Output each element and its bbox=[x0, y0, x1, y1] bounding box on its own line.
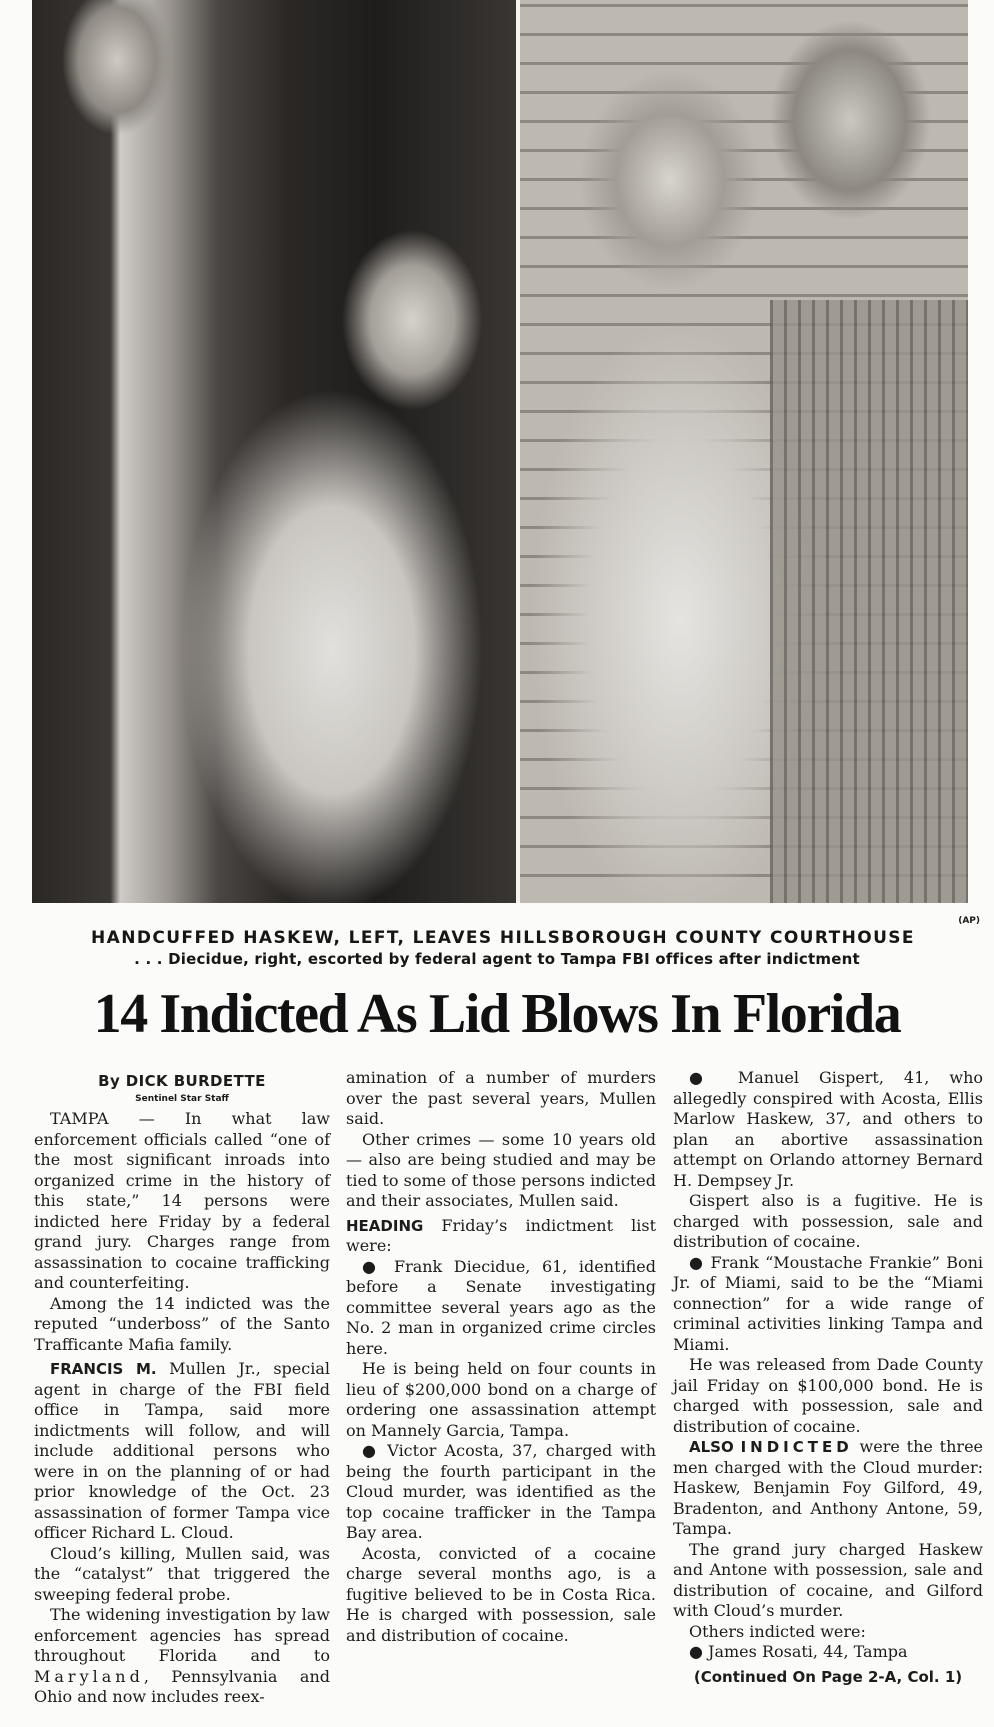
paragraph: ● Victor Acosta, 37, charged with being the fourth participant in the Cloud murder, was identified as the top cocaine trafficker in the Tampa Bay area. bbox=[346, 1441, 656, 1542]
photo-haskew-leaving-courthouse bbox=[32, 0, 522, 903]
paragraph-spaced-lead-in: INDICTED bbox=[740, 1438, 853, 1456]
paragraph: ● Manuel Gispert, 41, who allegedly conspired with Acosta, Ellis Marlow Haskew, 37, and others to plan an abortive assassination attempt on Orlando attorney Bernard H. Dempsey Jr. bbox=[673, 1068, 983, 1190]
paragraph: He is being held on four counts in lieu of $200,000 bond on a charge of ordering one assassination attempt on Mannely Garcia, Tampa. bbox=[346, 1359, 656, 1440]
photo-credit: (AP) bbox=[958, 916, 980, 926]
article-column-1 bbox=[34, 1068, 330, 1708]
paragraph-text: The widening investigation by law enforcement agencies has spread throughout Florida and to bbox=[34, 1605, 330, 1665]
paragraph-text: Friday’s indictment list were: bbox=[346, 1215, 656, 1255]
photo-caption-line-1: HANDCUFFED HASKEW, LEFT, LEAVES HILLSBOROUGH COUNTY COURTHOUSE bbox=[91, 928, 915, 948]
byline: By DICK BURDETTE bbox=[98, 1072, 266, 1090]
paragraph bbox=[346, 1216, 656, 1257]
article-column-3 bbox=[673, 1068, 983, 1687]
paragraph: Gispert also is a fugitive. He is charged with possession, sale and distribution of cocaine. bbox=[673, 1191, 983, 1251]
paragraph-lead-in: ALSO bbox=[689, 1438, 734, 1456]
paragraph: The grand jury charged Haskew and Antone with possession, sale and distribution of cocaine, and Gilford with Cloud’s murder. bbox=[673, 1539, 983, 1620]
article-column-2 bbox=[346, 1068, 656, 1646]
paragraph: He was released from Dade County jail Friday on $100,000 bond. He is charged with possession, sale and distribution of cocaine. bbox=[673, 1355, 983, 1436]
paragraph: Other crimes — some 10 years old — also are being studied and may be tied to some of those persons indicted and their associates, Mullen said. bbox=[346, 1129, 656, 1210]
paragraph-spaced-text: Maryland bbox=[34, 1666, 144, 1686]
agent-jacket-texture bbox=[770, 300, 968, 903]
paragraph: Acosta, convicted of a cocaine charge several months ago, is a fugitive believed to be in Costa Rica. He is charged with possession, sale and distribution of cocaine. bbox=[346, 1543, 656, 1645]
paragraph bbox=[673, 1437, 983, 1540]
paragraph-text: were the three men charged with the Cloud murder: Haskew, Benjamin Foy Gilford, 49, Bradenton, and Anthony Antone, 59, Tampa. bbox=[673, 1437, 983, 1538]
paragraph: amination of a number of murders over the past several years, Mullen said. bbox=[346, 1068, 656, 1128]
paragraph bbox=[34, 1605, 330, 1708]
paragraph-text: , Pennsylvania and Ohio and now includes reex- bbox=[34, 1666, 330, 1706]
paragraph: ● Frank Diecidue, 61, identified before a Senate investigating committee several years ago as the No. 2 man in organized crime circles here. bbox=[346, 1256, 656, 1358]
photo-diecidue-escorted bbox=[520, 0, 968, 903]
paragraph: Among the 14 indicted was the reputed “underboss” of the Santo Trafficante Mafia family. bbox=[34, 1293, 330, 1354]
continued-on-notice: (Continued On Page 2-A, Col. 1) bbox=[693, 1667, 963, 1686]
paragraph bbox=[34, 1359, 330, 1544]
byline-staff: Sentinel Star Staff bbox=[135, 1094, 229, 1104]
paragraph: TAMPA — In what law enforcement officials called “one of the most significant inroads into organized crime in the history of this state,” 14 persons were indicted here Friday by a federal grand jury. Charges range from assassination to cocaine trafficking and counterfeiting. bbox=[34, 1109, 330, 1292]
paragraph: ● Frank “Moustache Frankie” Boni Jr. of Miami, said to be the “Miami connection” for a wide range of criminal activities linking Tampa and Miami. bbox=[673, 1252, 983, 1354]
paragraph: Cloud’s killing, Mullen said, was the “catalyst” that triggered the sweeping federal probe. bbox=[34, 1543, 330, 1604]
paragraph-text: Mullen Jr., special agent in charge of the FBI field office in Tampa, said more indictments will follow, and will include additional persons who were in on the planning of or had prior knowledge of the Oct. 23 assassination of former Tampa vice officer Richard L. Cloud. bbox=[34, 1359, 330, 1542]
paragraph: ● James Rosati, 44, Tampa bbox=[689, 1642, 908, 1661]
headline: 14 Indicted As Lid Blows In Florida bbox=[93, 983, 901, 1045]
paragraph-lead-in: HEADING bbox=[346, 1216, 424, 1235]
paragraph-lead-in: FRANCIS M. bbox=[50, 1360, 157, 1378]
paragraph: Others indicted were: bbox=[689, 1621, 866, 1641]
photo-caption-line-2: . . . Diecidue, right, escorted by federal agent to Tampa FBI offices after indictment bbox=[134, 950, 860, 968]
